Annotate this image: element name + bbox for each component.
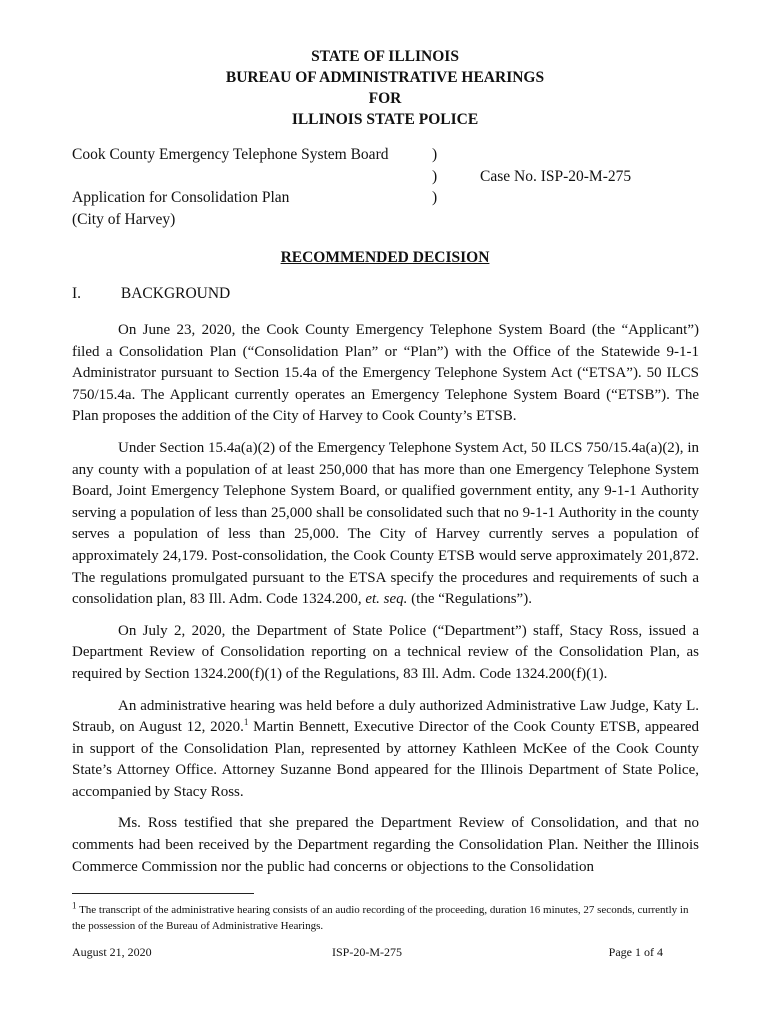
- document-body: [72, 320, 699, 888]
- header-line-bureau: BUREAU OF ADMINISTRATIVE HEARINGS: [225, 69, 545, 86]
- caption-paren: ): [432, 146, 438, 163]
- caption-paren: ): [432, 167, 438, 185]
- header-line-for: FOR: [368, 90, 402, 107]
- paragraph: On July 2, 2020, the Department of State Police (“Department”) staff, Stacy Ross, issued a Department Review of Consolidation reporting on a technical review of the Consolidation Plan, as required by Section 1324.200(f)(1) of the Regulations, 83 Ill. Adm. Code 1324.200(f)(1).: [72, 622, 699, 682]
- footnote-marker: 1: [72, 900, 77, 911]
- header-line-state: STATE OF ILLINOIS: [311, 48, 459, 65]
- paragraph: Under Section 15.4a(a)(2) of the Emergency Telephone System Act, 50 ILCS 750/15.4a(a)(2), in any county with a population of at least 250,000 that has more than one Emergency Telephone System Board, Joint Emergency Telephone System Board, or qualified government entity, any 9-1-1 Authority serving a population of less than 25,000 shall be consolidated such that no 9-1-1 Authority in the county serves a population of less than 25,000. The City of Harvey currently serves a population of approximately 24,179. Post-consolidation, the Cook County ETSB would serve approximately 201,872. The regulations promulgated pursuant to the ETSA specify the procedures and requirements of such a consolidation plan, 83 Ill. Adm. Code 1324.200, et. seq. (the “Regulations”).: [72, 439, 699, 608]
- caption-party: Cook County Emergency Telephone System Board: [72, 146, 389, 163]
- caption-city: (City of Harvey): [72, 210, 176, 228]
- caption-paren: ): [432, 189, 438, 206]
- footer-date: August 21, 2020: [72, 945, 152, 959]
- paragraph: An administrative hearing was held before a duly authorized Administrative Law Judge, Katy L. Straub, on August 12, 2020.$^1$ Martin Bennett, Executive Director of the Cook County ETSB, appeared in support of the Consolidation Plan, represented by attorney Kathleen McKee of the Cook County State’s Attorney Office. Attorney Suzanne Bond appeared for the Illinois Department of State Police, accompanied by Stacy Ross.: [72, 697, 699, 800]
- caption-application: Application for Consolidation Plan: [72, 189, 290, 206]
- footer-page-number: Page 1 of 4: [608, 945, 663, 959]
- document-title: RECOMMENDED DECISION: [280, 249, 490, 266]
- footnote-text: The transcript of the administrative hearing consists of an audio recording of the proceeding, duration 16 minutes, 27 seconds, currently in the possession of the Bureau of Administrative Hearings.: [72, 904, 689, 932]
- footer-case: ISP-20-M-275: [332, 945, 403, 959]
- header-line-agency: ILLINOIS STATE POLICE: [291, 111, 479, 128]
- paragraph: On June 23, 2020, the Cook County Emergency Telephone System Board (the “Applicant”) filed a Consolidation Plan (“Consolidation Plan” or “Plan”) with the Office of the Statewide 9-1-1 Administrator pursuant to Section 15.4a of the Emergency Telephone System Act (“ETSA”). 50 ILCS 750/15.4a. The Applicant currently operates an Emergency Telephone System Board (“ETSB”). The Plan proposes the addition of the City of Harvey to Cook County’s ETSB.: [72, 322, 699, 425]
- section-number: I.: [72, 285, 82, 302]
- section-heading: [72, 285, 230, 303]
- paragraph: Ms. Ross testified that she prepared the Department Review of Consolidation, and that no comments had been received by the Department regarding the Consolidation Plan. Neither the Illinois Commerce Commission nor the public had concerns or objections to the Consolidation: [72, 815, 699, 875]
- footnote-reference[interactable]: 1: [243, 717, 249, 728]
- section-title: BACKGROUND: [120, 285, 231, 302]
- document-header: [0, 46, 770, 130]
- footnote: [72, 902, 702, 934]
- footnote-divider: [72, 893, 254, 894]
- case-number: Case No. ISP-20-M-275: [480, 167, 632, 185]
- italic-citation: et. seq.: [365, 591, 408, 608]
- case-caption: [72, 144, 702, 230]
